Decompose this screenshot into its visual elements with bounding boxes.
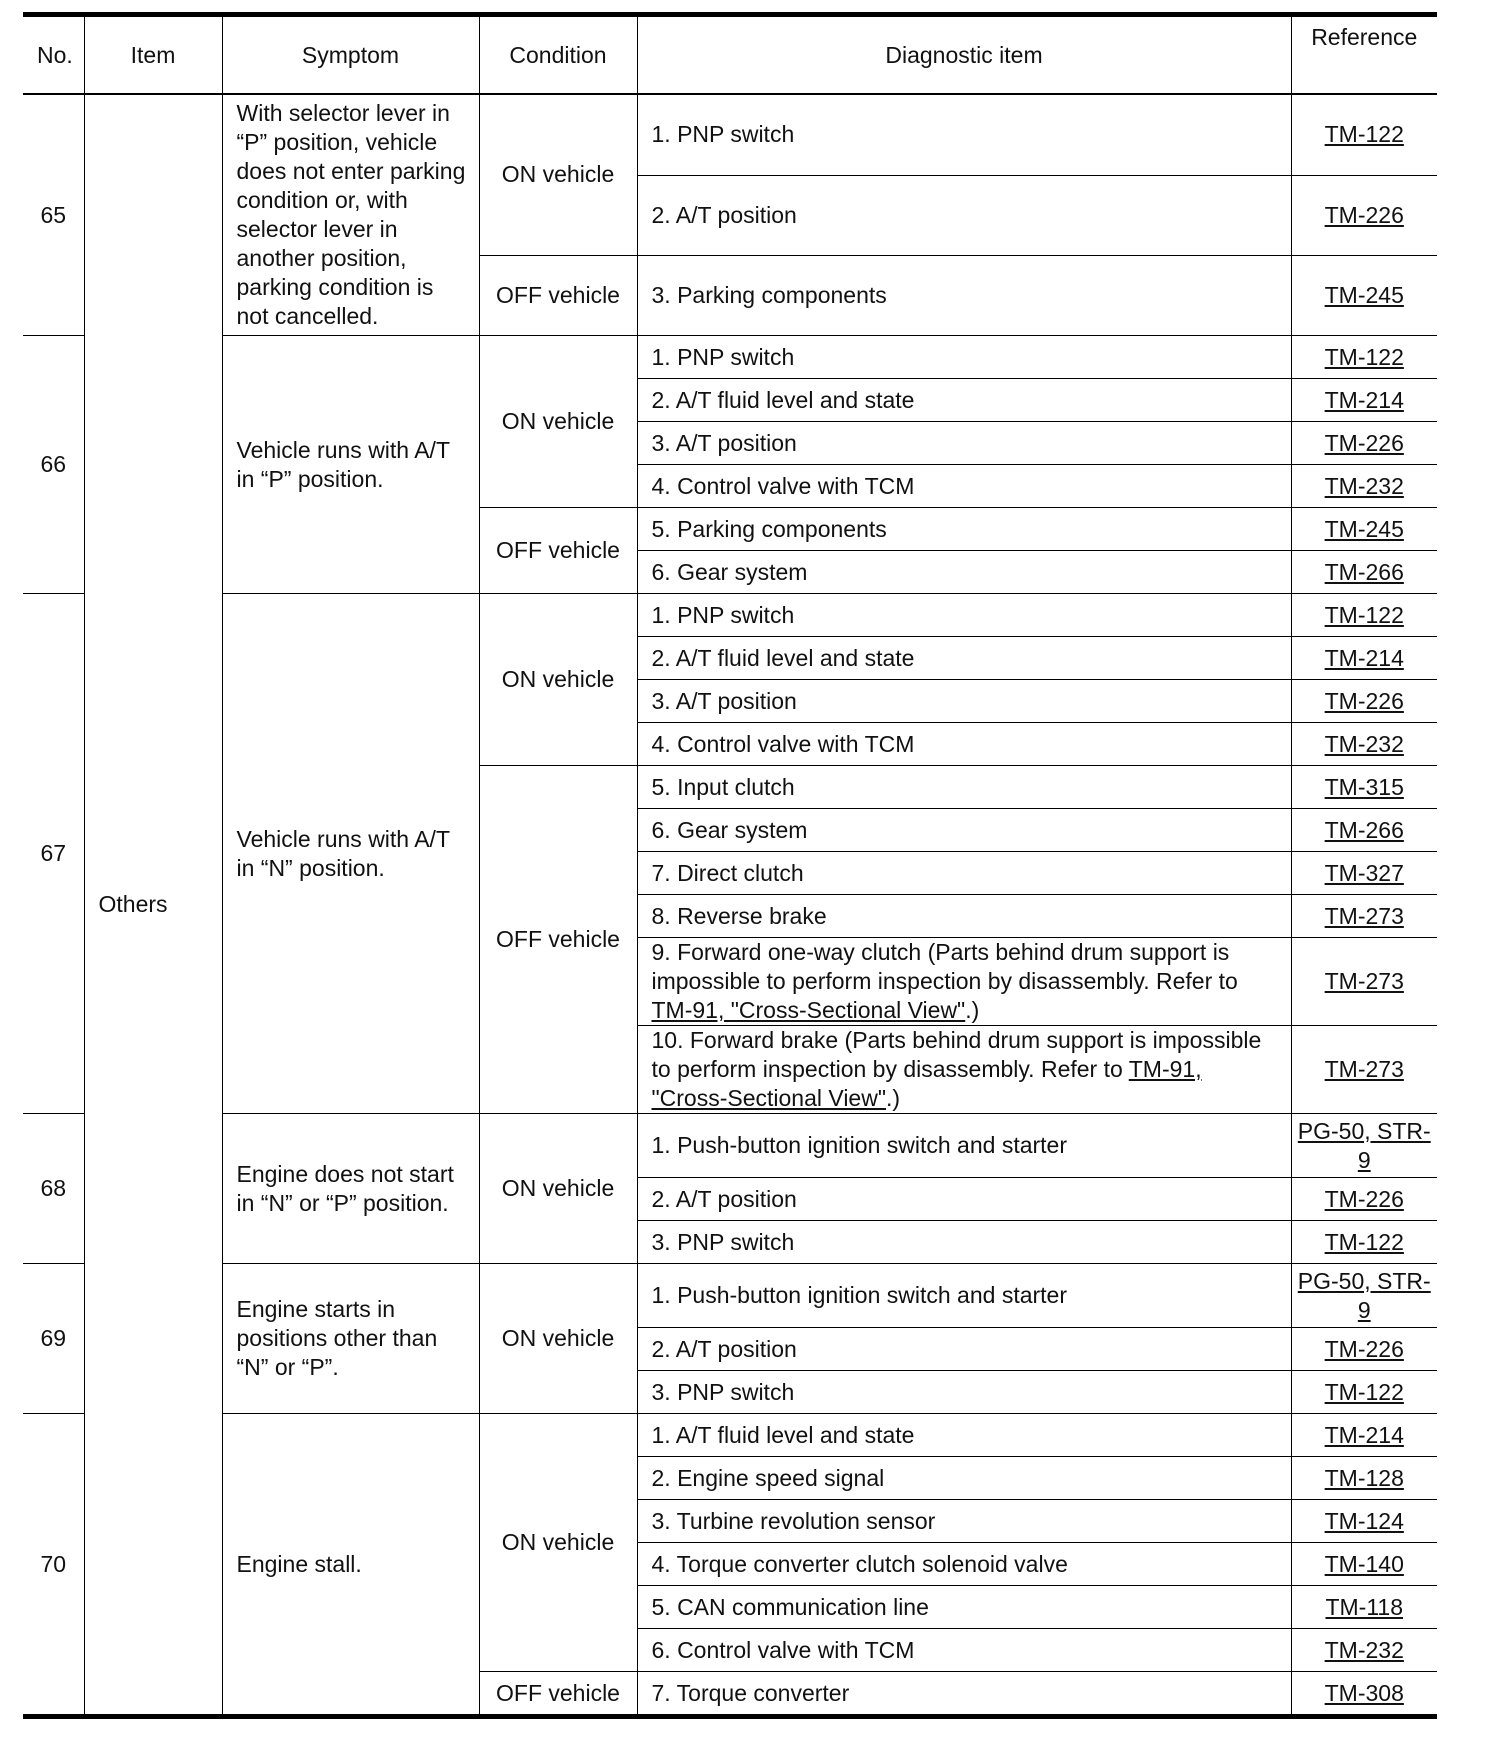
reference-cell	[1291, 422, 1437, 465]
reference-link[interactable]: TM-266	[1324, 558, 1404, 585]
diagnostic-item-text: 1. PNP switch	[651, 343, 795, 370]
reference-cell	[1291, 1264, 1437, 1328]
reference-link[interactable]: TM-226	[1324, 1185, 1404, 1212]
diagnostic-item-cell	[637, 1586, 1291, 1629]
reference-link[interactable]: PG-50, STR-9	[1297, 1117, 1431, 1173]
diagnostic-item-cell	[637, 723, 1291, 766]
row-number: 65	[23, 94, 84, 336]
diagnostic-item-text: 5. Parking components	[651, 515, 887, 542]
diagnostic-item-cell	[637, 1178, 1291, 1221]
symptom-cell: Vehicle runs with A/T in “N” position.	[222, 594, 479, 1114]
reference-cell	[1291, 1026, 1437, 1114]
diagnostic-item-cell	[637, 551, 1291, 594]
diagnostic-item-cell	[637, 680, 1291, 723]
diagnostic-item-tail: .)	[965, 997, 980, 1023]
symptom-cell: Engine stall.	[222, 1414, 479, 1717]
diagnostic-item-text: 3. A/T position	[651, 429, 797, 456]
diagnostic-item-text: 10. Forward brake (Parts behind drum support is impossible to perform inspection by disassembly. Refer to	[651, 1027, 1262, 1082]
header-reference: Reference	[1291, 15, 1437, 95]
symptom-cell: Engine does not start in “N” or “P” position.	[222, 1114, 479, 1264]
reference-cell	[1291, 637, 1437, 680]
reference-link[interactable]: TM-273	[1324, 968, 1404, 994]
diagnostic-item-cell	[637, 1543, 1291, 1586]
diagnostic-item-text: 4. Control valve with TCM	[651, 472, 915, 499]
diagnostic-item-text: 3. Turbine revolution sensor	[651, 1507, 936, 1534]
reference-link[interactable]: TM-214	[1324, 386, 1404, 413]
reference-link[interactable]: TM-273	[1324, 902, 1404, 929]
diagnostic-item-cell	[637, 1371, 1291, 1414]
reference-cell	[1291, 723, 1437, 766]
reference-link[interactable]: TM-226	[1324, 429, 1404, 456]
diagnostic-item-cell	[637, 637, 1291, 680]
table-row	[23, 1414, 1437, 1457]
diagnostic-item-cell	[637, 1457, 1291, 1500]
row-number: 70	[23, 1414, 84, 1717]
diagnostic-item-text: 7. Torque converter	[651, 1679, 850, 1706]
reference-cell	[1291, 594, 1437, 637]
reference-cell	[1291, 852, 1437, 895]
diagnostic-item-cell	[637, 594, 1291, 637]
diagnostic-item-text: 1. Push-button ignition switch and starter	[651, 1132, 1068, 1158]
table-row	[23, 94, 1437, 175]
table-row	[23, 336, 1437, 379]
diagnostic-item-text: 1. PNP switch	[651, 121, 795, 148]
reference-link[interactable]: TM-245	[1324, 281, 1404, 308]
reference-cell	[1291, 465, 1437, 508]
reference-link[interactable]: TM-308	[1324, 1679, 1404, 1706]
condition-cell: ON vehicle	[479, 1414, 637, 1672]
diagnosis-table-container	[23, 12, 1437, 1719]
condition-cell: ON vehicle	[479, 336, 637, 508]
reference-link[interactable]: TM-214	[1324, 1421, 1404, 1448]
reference-cell	[1291, 551, 1437, 594]
reference-cell	[1291, 336, 1437, 379]
diagnostic-item-text: 3. PNP switch	[651, 1228, 795, 1255]
condition-cell: OFF vehicle	[479, 255, 637, 335]
symptom-cell: With selector lever in “P” position, vehicle does not enter parking condition or, with selector lever in another position, parking condition is not cancelled.	[222, 94, 479, 336]
diagnostic-item-text: 1. PNP switch	[651, 601, 795, 628]
diagnosis-table	[23, 12, 1437, 1719]
diagnostic-item-cell	[637, 465, 1291, 508]
reference-link[interactable]: TM-122	[1324, 1228, 1404, 1255]
reference-cell	[1291, 680, 1437, 723]
reference-link[interactable]: TM-140	[1324, 1550, 1404, 1577]
header-row	[23, 15, 1437, 95]
reference-link[interactable]: TM-122	[1324, 601, 1404, 628]
diagnostic-item-text: 2. A/T fluid level and state	[651, 644, 915, 671]
diagnostic-item-cell	[637, 379, 1291, 422]
diagnostic-item-cell	[637, 1500, 1291, 1543]
reference-cell	[1291, 1629, 1437, 1672]
row-number: 69	[23, 1264, 84, 1414]
reference-link[interactable]: TM-232	[1324, 730, 1404, 757]
diagnostic-item-cell	[637, 938, 1291, 1026]
diagnostic-item-text: 7. Direct clutch	[651, 859, 804, 886]
diagnostic-item-text: 8. Reverse brake	[651, 902, 827, 929]
reference-cell	[1291, 255, 1437, 335]
diagnostic-item-cell	[637, 1414, 1291, 1457]
reference-link[interactable]: TM-226	[1324, 201, 1404, 228]
reference-cell	[1291, 1457, 1437, 1500]
condition-cell: OFF vehicle	[479, 508, 637, 594]
diagnostic-item-cell	[637, 1672, 1291, 1717]
reference-link[interactable]: TM-232	[1324, 1636, 1404, 1663]
diagnostic-item-cell	[637, 94, 1291, 175]
condition-cell: ON vehicle	[479, 1264, 637, 1414]
diagnostic-item-text: 9. Forward one-way clutch (Parts behind drum support is impossible to perform inspection by disassembly. Refer to	[651, 939, 1238, 994]
reference-cell	[1291, 1500, 1437, 1543]
diagnostic-item-text: 6. Control valve with TCM	[651, 1636, 915, 1663]
diagnostic-item-text: 1. A/T fluid level and state	[651, 1421, 915, 1448]
header-no: No.	[23, 15, 84, 95]
reference-link[interactable]: PG-50, STR-9	[1297, 1267, 1431, 1323]
diagnostic-item-text: 3. A/T position	[651, 687, 797, 714]
condition-cell: ON vehicle	[479, 594, 637, 766]
diagnostic-item-text: 4. Torque converter clutch solenoid valve	[651, 1550, 1068, 1577]
diagnostic-item-cell	[637, 1026, 1291, 1114]
condition-cell: ON vehicle	[479, 1114, 637, 1264]
reference-link[interactable]: TM-122	[1324, 343, 1404, 370]
table-body	[23, 94, 1437, 1717]
symptom-cell: Engine starts in positions other than “N” or “P”.	[222, 1264, 479, 1414]
diagnostic-item-cell	[637, 766, 1291, 809]
reference-link[interactable]: TM-245	[1324, 515, 1404, 542]
reference-link[interactable]: TM-214	[1324, 644, 1404, 671]
diagnostic-item-text: 2. A/T position	[651, 1335, 797, 1362]
diagnostic-item-text: 5. Input clutch	[651, 773, 795, 800]
reference-cell	[1291, 809, 1437, 852]
diagnostic-item-text: 4. Control valve with TCM	[651, 730, 915, 757]
row-number: 67	[23, 594, 84, 1114]
reference-link[interactable]: TM-118	[1325, 1593, 1404, 1620]
condition-cell: OFF vehicle	[479, 766, 637, 1114]
diagnostic-item-text: 3. Parking components	[651, 281, 887, 308]
table-row	[23, 594, 1437, 637]
reference-cell	[1291, 1114, 1437, 1178]
diagnostic-item-cell	[637, 255, 1291, 335]
reference-cell	[1291, 766, 1437, 809]
header-condition: Condition	[479, 15, 637, 95]
reference-link[interactable]: TM-122	[1324, 1378, 1404, 1405]
table-row	[23, 1264, 1437, 1328]
reference-link[interactable]: TM-226	[1324, 687, 1404, 714]
diagnostic-item-text: 5. CAN communication line	[651, 1593, 929, 1620]
row-number: 68	[23, 1114, 84, 1264]
reference-cell	[1291, 1178, 1437, 1221]
cross-reference-link[interactable]: TM-91, "Cross-Sectional View"	[651, 997, 966, 1023]
condition-cell: OFF vehicle	[479, 1672, 637, 1717]
diagnostic-item-cell	[637, 422, 1291, 465]
reference-link[interactable]: TM-266	[1324, 816, 1404, 843]
diagnostic-item-text: 6. Gear system	[651, 816, 808, 843]
reference-link[interactable]: TM-232	[1324, 472, 1404, 499]
reference-cell	[1291, 895, 1437, 938]
condition-cell: ON vehicle	[479, 94, 637, 255]
reference-cell	[1291, 379, 1437, 422]
cross-reference-link[interactable]: TM-91, "Cross-Sectional View"	[651, 1056, 1202, 1111]
reference-cell	[1291, 1672, 1437, 1717]
header-item: Item	[84, 15, 222, 95]
diagnostic-item-cell	[637, 809, 1291, 852]
symptom-cell: Vehicle runs with A/T in “P” position.	[222, 336, 479, 594]
reference-cell	[1291, 1328, 1437, 1371]
reference-link[interactable]: TM-273	[1324, 1056, 1404, 1082]
diagnostic-item-text: 2. A/T fluid level and state	[651, 386, 915, 413]
diagnostic-item-cell	[637, 508, 1291, 551]
diagnostic-item-cell	[637, 1328, 1291, 1371]
reference-cell	[1291, 175, 1437, 255]
reference-link[interactable]: TM-327	[1324, 859, 1404, 886]
reference-cell	[1291, 508, 1437, 551]
diagnostic-item-text: 2. A/T position	[651, 201, 797, 228]
diagnostic-item-cell	[637, 1629, 1291, 1672]
header-symptom: Symptom	[222, 15, 479, 95]
reference-link[interactable]: TM-122	[1324, 121, 1404, 148]
reference-link[interactable]: TM-315	[1324, 773, 1404, 800]
item-category: Others	[84, 94, 222, 1717]
diagnostic-item-tail: .)	[886, 1085, 901, 1111]
diagnostic-item-text: 2. A/T position	[651, 1185, 797, 1212]
reference-cell	[1291, 1543, 1437, 1586]
reference-cell	[1291, 94, 1437, 175]
diagnostic-item-text: 6. Gear system	[651, 558, 808, 585]
reference-cell	[1291, 1371, 1437, 1414]
reference-link[interactable]: TM-124	[1324, 1507, 1404, 1534]
reference-cell	[1291, 938, 1437, 1026]
diagnostic-item-cell	[637, 1114, 1291, 1178]
diagnostic-item-cell	[637, 1221, 1291, 1264]
diagnostic-item-cell	[637, 852, 1291, 895]
reference-cell	[1291, 1414, 1437, 1457]
reference-link[interactable]: TM-128	[1324, 1464, 1404, 1491]
diagnostic-item-text: 3. PNP switch	[651, 1378, 795, 1405]
diagnostic-item-text: 1. Push-button ignition switch and starter	[651, 1282, 1068, 1308]
diagnostic-item-cell	[637, 175, 1291, 255]
row-number: 66	[23, 336, 84, 594]
diagnostic-item-cell	[637, 1264, 1291, 1328]
diagnostic-item-text: 2. Engine speed signal	[651, 1464, 885, 1491]
reference-link[interactable]: TM-226	[1324, 1335, 1404, 1362]
table-row	[23, 1114, 1437, 1178]
diagnostic-item-cell	[637, 895, 1291, 938]
reference-cell	[1291, 1221, 1437, 1264]
diagnostic-item-cell	[637, 336, 1291, 379]
header-diagnostic-item: Diagnostic item	[637, 15, 1291, 95]
reference-cell	[1291, 1586, 1437, 1629]
